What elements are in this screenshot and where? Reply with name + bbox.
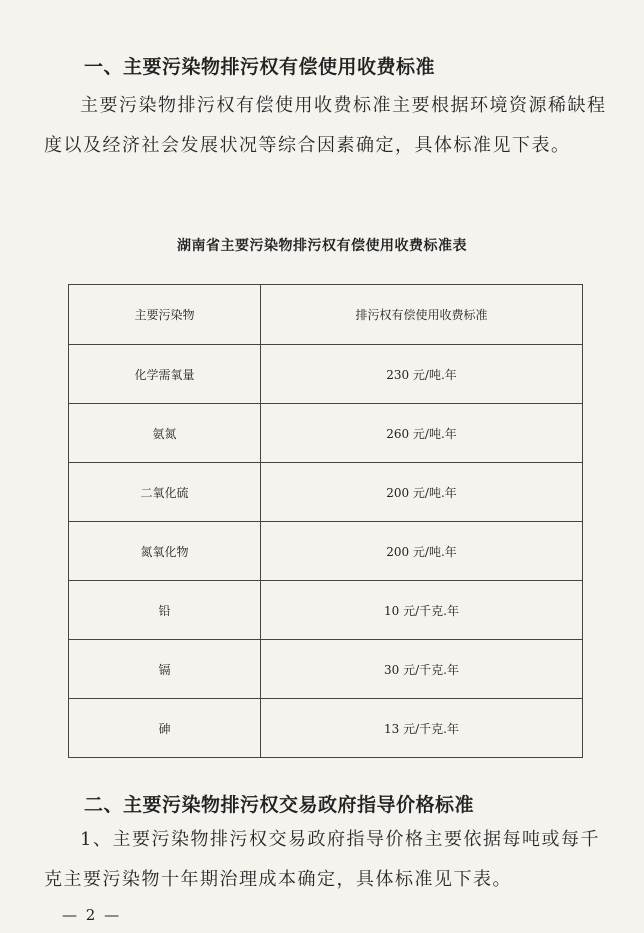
section-1-paragraph: 主要污染物排污权有偿使用收费标准主要根据环境资源稀缺程度以及经济社会发展状况等综合因素确定，具体标准见下表。 xyxy=(44,95,607,156)
table-row xyxy=(69,404,583,463)
header-pollutant: 主要污染物 xyxy=(69,285,261,345)
table-row xyxy=(69,463,583,522)
table-row xyxy=(69,522,583,581)
fee-cell: 30 元/千克.年 xyxy=(261,640,583,699)
table-header-row xyxy=(69,285,583,345)
pollutant-cell: 氨氮 xyxy=(69,404,261,463)
fee-standard-table xyxy=(68,284,583,758)
fee-cell: 13 元/千克.年 xyxy=(261,699,583,758)
pollutant-cell: 氮氧化物 xyxy=(69,522,261,581)
section-2-paragraph: 1、主要污染物排污权交易政府指导价格主要依据每吨或每千克主要污染物十年期治理成本确定，具体标准见下表。 xyxy=(44,829,600,890)
table-row xyxy=(69,581,583,640)
pollutant-cell: 二氧化硫 xyxy=(69,463,261,522)
table-row xyxy=(69,699,583,758)
pollutant-cell: 铅 xyxy=(69,581,261,640)
section-1-heading: 一、主要污染物排污权有偿使用收费标准 xyxy=(84,56,436,78)
fee-cell: 200 元/吨.年 xyxy=(261,463,583,522)
table-title: 湖南省主要污染物排污权有偿使用收费标准表 xyxy=(177,238,467,254)
fee-cell: 260 元/吨.年 xyxy=(261,404,583,463)
fee-cell: 230 元/吨.年 xyxy=(261,345,583,404)
table-row xyxy=(69,640,583,699)
table-row xyxy=(69,345,583,404)
fee-cell: 10 元/千克.年 xyxy=(261,581,583,640)
pollutant-cell: 砷 xyxy=(69,699,261,758)
header-fee-standard: 排污权有偿使用收费标准 xyxy=(261,285,583,345)
pollutant-cell: 镉 xyxy=(69,640,261,699)
page-number: — 2 — xyxy=(62,906,122,924)
fee-cell: 200 元/吨.年 xyxy=(261,522,583,581)
section-2-heading: 二、主要污染物排污权交易政府指导价格标准 xyxy=(84,794,475,816)
pollutant-cell: 化学需氧量 xyxy=(69,345,261,404)
